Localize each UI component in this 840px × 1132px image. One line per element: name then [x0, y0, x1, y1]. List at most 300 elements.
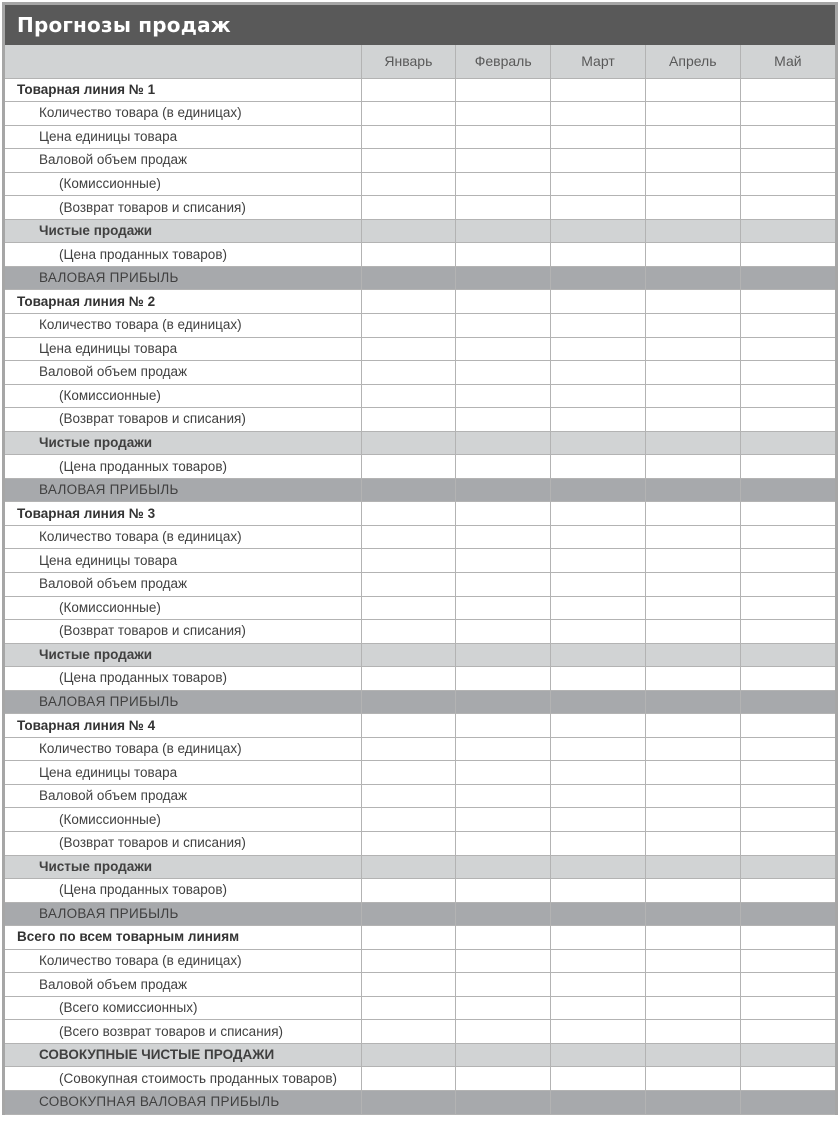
cell-may[interactable]	[740, 125, 835, 149]
cell-apr[interactable]	[645, 361, 740, 385]
cell-apr[interactable]	[645, 855, 740, 879]
row-label: СОВОКУПНЫЕ ЧИСТЫЕ ПРОДАЖИ	[5, 1043, 361, 1067]
cell-feb[interactable]	[456, 761, 551, 785]
cell-feb[interactable]	[456, 502, 551, 526]
cell-feb[interactable]	[456, 596, 551, 620]
cell-may[interactable]	[740, 973, 835, 997]
cell-mar[interactable]	[551, 737, 646, 761]
cell-mar[interactable]	[551, 102, 646, 126]
gross-sales-row	[5, 784, 835, 808]
cell-mar[interactable]	[551, 408, 646, 432]
gross-sales-row	[5, 149, 835, 173]
cell-mar[interactable]	[551, 455, 646, 479]
cell-apr[interactable]	[645, 926, 740, 950]
row-label: ВАЛОВАЯ ПРИБЫЛЬ	[5, 478, 361, 502]
row-label: Количество товара (в единицах)	[5, 737, 361, 761]
cell-may[interactable]	[740, 290, 835, 314]
cell-mar[interactable]	[551, 149, 646, 173]
cell-feb[interactable]	[456, 855, 551, 879]
cell-apr[interactable]	[645, 549, 740, 573]
month-header-jan: Январь	[361, 45, 456, 78]
cell-apr[interactable]	[645, 149, 740, 173]
net-sales-row	[5, 219, 835, 243]
cell-mar[interactable]	[551, 572, 646, 596]
cell-mar[interactable]	[551, 690, 646, 714]
cell-may[interactable]	[740, 266, 835, 290]
row-label: Товарная линия № 4	[5, 714, 361, 738]
cell-feb[interactable]	[456, 149, 551, 173]
row-label: Количество товара (в единицах)	[5, 525, 361, 549]
cell-feb[interactable]	[456, 996, 551, 1020]
cell-jan[interactable]	[361, 784, 456, 808]
units-quantity-row	[5, 737, 835, 761]
cell-jan[interactable]	[361, 596, 456, 620]
cell-mar[interactable]	[551, 1067, 646, 1091]
cell-may[interactable]	[740, 478, 835, 502]
row-label: (Цена проданных товаров)	[5, 243, 361, 267]
cell-feb[interactable]	[456, 1091, 551, 1115]
cell-feb[interactable]	[456, 337, 551, 361]
cell-jan[interactable]	[361, 714, 456, 738]
row-label: Товарная линия № 1	[5, 78, 361, 102]
month-header-row	[5, 45, 835, 78]
cell-feb[interactable]	[456, 737, 551, 761]
cell-jan[interactable]	[361, 643, 456, 667]
cell-apr[interactable]	[645, 596, 740, 620]
total-gross-sales-row	[5, 973, 835, 997]
cell-jan[interactable]	[361, 855, 456, 879]
cell-apr[interactable]	[645, 879, 740, 903]
gross-profit-row	[5, 266, 835, 290]
cell-feb[interactable]	[456, 243, 551, 267]
cell-apr[interactable]	[645, 620, 740, 644]
cell-feb[interactable]	[456, 313, 551, 337]
cell-apr[interactable]	[645, 502, 740, 526]
cell-mar[interactable]	[551, 808, 646, 832]
cell-jan[interactable]	[361, 196, 456, 220]
cell-mar[interactable]	[551, 973, 646, 997]
cell-mar[interactable]	[551, 125, 646, 149]
cell-jan[interactable]	[361, 949, 456, 973]
cell-mar[interactable]	[551, 761, 646, 785]
cell-may[interactable]	[740, 102, 835, 126]
cell-jan[interactable]	[361, 313, 456, 337]
cell-may[interactable]	[740, 549, 835, 573]
cell-jan[interactable]	[361, 832, 456, 856]
row-label: Валовой объем продаж	[5, 572, 361, 596]
cell-apr[interactable]	[645, 78, 740, 102]
cell-may[interactable]	[740, 1043, 835, 1067]
cell-feb[interactable]	[456, 102, 551, 126]
cell-feb[interactable]	[456, 643, 551, 667]
cell-apr[interactable]	[645, 808, 740, 832]
cell-may[interactable]	[740, 313, 835, 337]
product-line-header	[5, 78, 835, 102]
cell-apr[interactable]	[645, 172, 740, 196]
returns-writeoffs-row	[5, 196, 835, 220]
cell-apr[interactable]	[645, 973, 740, 997]
cell-apr[interactable]	[645, 761, 740, 785]
cell-apr[interactable]	[645, 219, 740, 243]
cell-mar[interactable]	[551, 549, 646, 573]
cogs-row	[5, 667, 835, 691]
cell-may[interactable]	[740, 737, 835, 761]
row-label: Цена единицы товара	[5, 761, 361, 785]
cell-mar[interactable]	[551, 78, 646, 102]
cell-feb[interactable]	[456, 784, 551, 808]
cell-apr[interactable]	[645, 313, 740, 337]
cell-jan[interactable]	[361, 431, 456, 455]
cell-mar[interactable]	[551, 431, 646, 455]
cell-may[interactable]	[740, 196, 835, 220]
cell-jan[interactable]	[361, 996, 456, 1020]
cell-mar[interactable]	[551, 1043, 646, 1067]
cell-jan[interactable]	[361, 502, 456, 526]
row-label: Валовой объем продаж	[5, 784, 361, 808]
total-net-sales-row	[5, 1043, 835, 1067]
cell-jan[interactable]	[361, 290, 456, 314]
cell-apr[interactable]	[645, 266, 740, 290]
returns-writeoffs-row	[5, 620, 835, 644]
cell-may[interactable]	[740, 808, 835, 832]
cell-mar[interactable]	[551, 384, 646, 408]
cell-may[interactable]	[740, 620, 835, 644]
month-header-may: Май	[740, 45, 835, 78]
cell-may[interactable]	[740, 596, 835, 620]
cell-feb[interactable]	[456, 219, 551, 243]
cell-apr[interactable]	[645, 196, 740, 220]
total-gross-profit-row	[5, 1091, 835, 1115]
row-label: (Возврат товаров и списания)	[5, 832, 361, 856]
cell-may[interactable]	[740, 714, 835, 738]
cell-feb[interactable]	[456, 455, 551, 479]
cell-feb[interactable]	[456, 832, 551, 856]
row-label: Валовой объем продаж	[5, 361, 361, 385]
cell-mar[interactable]	[551, 879, 646, 903]
cell-feb[interactable]	[456, 1067, 551, 1091]
commissions-row	[5, 384, 835, 408]
cell-may[interactable]	[740, 832, 835, 856]
row-label: Товарная линия № 2	[5, 290, 361, 314]
gross-sales-row	[5, 361, 835, 385]
cell-feb[interactable]	[456, 431, 551, 455]
row-label: (Цена проданных товаров)	[5, 667, 361, 691]
cell-apr[interactable]	[645, 996, 740, 1020]
cell-may[interactable]	[740, 361, 835, 385]
cell-mar[interactable]	[551, 1020, 646, 1044]
cell-mar[interactable]	[551, 1091, 646, 1115]
cell-mar[interactable]	[551, 832, 646, 856]
cell-apr[interactable]	[645, 384, 740, 408]
unit-price-row	[5, 761, 835, 785]
cell-jan[interactable]	[361, 1067, 456, 1091]
cell-apr[interactable]	[645, 455, 740, 479]
cell-jan[interactable]	[361, 266, 456, 290]
units-quantity-row	[5, 313, 835, 337]
cell-may[interactable]	[740, 572, 835, 596]
cell-mar[interactable]	[551, 313, 646, 337]
cell-feb[interactable]	[456, 78, 551, 102]
cell-jan[interactable]	[361, 172, 456, 196]
cell-mar[interactable]	[551, 784, 646, 808]
cell-apr[interactable]	[645, 525, 740, 549]
cell-feb[interactable]	[456, 808, 551, 832]
cell-feb[interactable]	[456, 172, 551, 196]
cell-may[interactable]	[740, 761, 835, 785]
cell-mar[interactable]	[551, 949, 646, 973]
cell-may[interactable]	[740, 243, 835, 267]
row-label: Чистые продажи	[5, 219, 361, 243]
cell-jan[interactable]	[361, 455, 456, 479]
cell-apr[interactable]	[645, 125, 740, 149]
cell-feb[interactable]	[456, 196, 551, 220]
cell-may[interactable]	[740, 926, 835, 950]
row-label: (Комиссионные)	[5, 384, 361, 408]
unit-price-row	[5, 337, 835, 361]
cell-apr[interactable]	[645, 243, 740, 267]
cell-apr[interactable]	[645, 478, 740, 502]
cell-jan[interactable]	[361, 525, 456, 549]
row-label: ВАЛОВАЯ ПРИБЫЛЬ	[5, 690, 361, 714]
month-header-apr: Апрель	[645, 45, 740, 78]
row-label: (Всего возврат товаров и списания)	[5, 1020, 361, 1044]
commissions-row	[5, 596, 835, 620]
gross-profit-row	[5, 478, 835, 502]
cell-jan[interactable]	[361, 1091, 456, 1115]
cell-mar[interactable]	[551, 361, 646, 385]
cell-mar[interactable]	[551, 243, 646, 267]
cell-jan[interactable]	[361, 1043, 456, 1067]
row-label: (Совокупная стоимость проданных товаров)	[5, 1067, 361, 1091]
cell-feb[interactable]	[456, 620, 551, 644]
cell-may[interactable]	[740, 172, 835, 196]
cell-apr[interactable]	[645, 1043, 740, 1067]
cell-may[interactable]	[740, 643, 835, 667]
cell-apr[interactable]	[645, 902, 740, 926]
cell-feb[interactable]	[456, 973, 551, 997]
cell-apr[interactable]	[645, 667, 740, 691]
cell-may[interactable]	[740, 855, 835, 879]
row-label: Цена единицы товара	[5, 549, 361, 573]
cell-feb[interactable]	[456, 879, 551, 903]
cogs-row	[5, 455, 835, 479]
cell-jan[interactable]	[361, 102, 456, 126]
sales-forecast-sheet	[2, 2, 838, 1115]
row-label: Количество товара (в единицах)	[5, 949, 361, 973]
cell-may[interactable]	[740, 1067, 835, 1091]
cell-mar[interactable]	[551, 714, 646, 738]
cell-apr[interactable]	[645, 337, 740, 361]
cell-apr[interactable]	[645, 1091, 740, 1115]
cell-mar[interactable]	[551, 502, 646, 526]
total-cogs-row	[5, 1067, 835, 1091]
cell-jan[interactable]	[361, 973, 456, 997]
gross-profit-row	[5, 902, 835, 926]
cell-mar[interactable]	[551, 596, 646, 620]
cell-apr[interactable]	[645, 102, 740, 126]
cell-mar[interactable]	[551, 337, 646, 361]
unit-price-row	[5, 549, 835, 573]
cell-feb[interactable]	[456, 667, 551, 691]
cell-apr[interactable]	[645, 737, 740, 761]
row-label: ВАЛОВАЯ ПРИБЫЛЬ	[5, 266, 361, 290]
row-label: (Комиссионные)	[5, 596, 361, 620]
gross-profit-row	[5, 690, 835, 714]
net-sales-row	[5, 643, 835, 667]
cell-may[interactable]	[740, 455, 835, 479]
cell-may[interactable]	[740, 149, 835, 173]
cell-feb[interactable]	[456, 290, 551, 314]
cell-jan[interactable]	[361, 384, 456, 408]
cell-jan[interactable]	[361, 737, 456, 761]
cell-jan[interactable]	[361, 549, 456, 573]
row-label: Чистые продажи	[5, 643, 361, 667]
cell-feb[interactable]	[456, 408, 551, 432]
cell-mar[interactable]	[551, 926, 646, 950]
row-label: Всего по всем товарным линиям	[5, 926, 361, 950]
cell-feb[interactable]	[456, 266, 551, 290]
cell-apr[interactable]	[645, 408, 740, 432]
cell-may[interactable]	[740, 667, 835, 691]
cell-apr[interactable]	[645, 1067, 740, 1091]
gross-sales-row	[5, 572, 835, 596]
row-label: (Возврат товаров и списания)	[5, 196, 361, 220]
cell-jan[interactable]	[361, 572, 456, 596]
cell-mar[interactable]	[551, 643, 646, 667]
cell-jan[interactable]	[361, 361, 456, 385]
row-label: ВАЛОВАЯ ПРИБЫЛЬ	[5, 902, 361, 926]
cell-may[interactable]	[740, 502, 835, 526]
product-line-header	[5, 714, 835, 738]
row-label: Количество товара (в единицах)	[5, 313, 361, 337]
cell-jan[interactable]	[361, 879, 456, 903]
cell-may[interactable]	[740, 784, 835, 808]
cell-apr[interactable]	[645, 714, 740, 738]
unit-price-row	[5, 125, 835, 149]
cell-may[interactable]	[740, 384, 835, 408]
cell-feb[interactable]	[456, 714, 551, 738]
cell-mar[interactable]	[551, 478, 646, 502]
cell-apr[interactable]	[645, 832, 740, 856]
cell-mar[interactable]	[551, 290, 646, 314]
cell-apr[interactable]	[645, 572, 740, 596]
total-commissions-row	[5, 996, 835, 1020]
cell-feb[interactable]	[456, 549, 551, 573]
cell-may[interactable]	[740, 902, 835, 926]
net-sales-row	[5, 431, 835, 455]
cell-may[interactable]	[740, 78, 835, 102]
cell-feb[interactable]	[456, 690, 551, 714]
cell-mar[interactable]	[551, 266, 646, 290]
month-header-feb: Февраль	[456, 45, 551, 78]
total-units-quantity-row	[5, 949, 835, 973]
cell-jan[interactable]	[361, 1020, 456, 1044]
cell-feb[interactable]	[456, 525, 551, 549]
cell-feb[interactable]	[456, 949, 551, 973]
cell-jan[interactable]	[361, 808, 456, 832]
cell-feb[interactable]	[456, 902, 551, 926]
cell-jan[interactable]	[361, 149, 456, 173]
cell-may[interactable]	[740, 996, 835, 1020]
cell-jan[interactable]	[361, 902, 456, 926]
row-label: Валовой объем продаж	[5, 149, 361, 173]
cell-mar[interactable]	[551, 219, 646, 243]
cell-jan[interactable]	[361, 337, 456, 361]
cell-mar[interactable]	[551, 620, 646, 644]
cell-jan[interactable]	[361, 478, 456, 502]
cell-jan[interactable]	[361, 761, 456, 785]
returns-writeoffs-row	[5, 408, 835, 432]
cell-jan[interactable]	[361, 926, 456, 950]
cell-may[interactable]	[740, 431, 835, 455]
cell-apr[interactable]	[645, 784, 740, 808]
cogs-row	[5, 243, 835, 267]
row-label: (Возврат товаров и списания)	[5, 620, 361, 644]
cell-feb[interactable]	[456, 361, 551, 385]
cell-may[interactable]	[740, 1020, 835, 1044]
cell-jan[interactable]	[361, 219, 456, 243]
cell-feb[interactable]	[456, 1043, 551, 1067]
row-label: Количество товара (в единицах)	[5, 102, 361, 126]
cell-feb[interactable]	[456, 478, 551, 502]
units-quantity-row	[5, 525, 835, 549]
cell-jan[interactable]	[361, 690, 456, 714]
cell-may[interactable]	[740, 690, 835, 714]
label-column-header	[5, 45, 361, 78]
cell-may[interactable]	[740, 525, 835, 549]
cell-apr[interactable]	[645, 949, 740, 973]
cell-jan[interactable]	[361, 620, 456, 644]
cell-apr[interactable]	[645, 690, 740, 714]
cell-jan[interactable]	[361, 78, 456, 102]
totals-header	[5, 926, 835, 950]
returns-writeoffs-row	[5, 832, 835, 856]
cell-may[interactable]	[740, 408, 835, 432]
cell-mar[interactable]	[551, 667, 646, 691]
cell-mar[interactable]	[551, 996, 646, 1020]
cell-may[interactable]	[740, 879, 835, 903]
cell-jan[interactable]	[361, 408, 456, 432]
cell-apr[interactable]	[645, 431, 740, 455]
row-label: Цена единицы товара	[5, 125, 361, 149]
product-line-header	[5, 502, 835, 526]
cell-jan[interactable]	[361, 243, 456, 267]
cell-feb[interactable]	[456, 384, 551, 408]
cell-mar[interactable]	[551, 855, 646, 879]
cell-feb[interactable]	[456, 926, 551, 950]
cell-mar[interactable]	[551, 172, 646, 196]
cell-apr[interactable]	[645, 290, 740, 314]
cell-may[interactable]	[740, 219, 835, 243]
cell-feb[interactable]	[456, 125, 551, 149]
row-label: Валовой объем продаж	[5, 973, 361, 997]
cell-jan[interactable]	[361, 667, 456, 691]
cell-mar[interactable]	[551, 196, 646, 220]
cell-apr[interactable]	[645, 1020, 740, 1044]
row-label: СОВОКУПНАЯ ВАЛОВАЯ ПРИБЫЛЬ	[5, 1091, 361, 1115]
cell-apr[interactable]	[645, 643, 740, 667]
cell-may[interactable]	[740, 337, 835, 361]
row-label: (Всего комиссионных)	[5, 996, 361, 1020]
cell-jan[interactable]	[361, 125, 456, 149]
cell-may[interactable]	[740, 949, 835, 973]
cell-mar[interactable]	[551, 902, 646, 926]
cell-mar[interactable]	[551, 525, 646, 549]
cell-feb[interactable]	[456, 572, 551, 596]
cell-may[interactable]	[740, 1091, 835, 1115]
total-returns-row	[5, 1020, 835, 1044]
cell-feb[interactable]	[456, 1020, 551, 1044]
